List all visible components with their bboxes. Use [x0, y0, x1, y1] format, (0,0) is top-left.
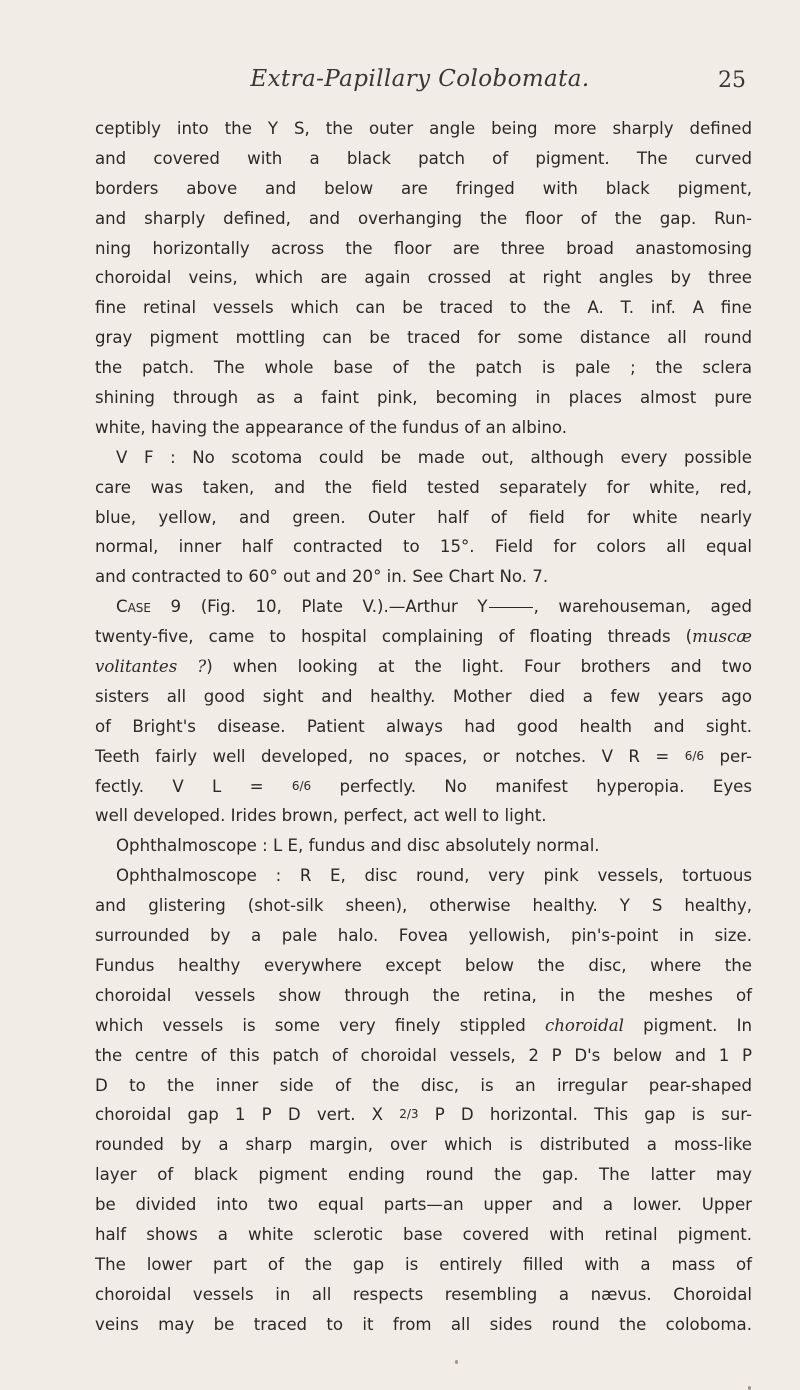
- page-number: 25: [718, 68, 746, 93]
- text-segment: (Fig. 10, Plate V.).—Arthur Y: [181, 597, 488, 617]
- body-text: [95, 114, 752, 1340]
- text-line: and contracted to 60° out and 20° in. See Chart No. 7.: [95, 567, 549, 587]
- text-line: Fundus healthy everywhere except below the disc, where the: [95, 955, 752, 975]
- text-line: [95, 622, 752, 652]
- italic-term: choroidal: [544, 1015, 624, 1035]
- text-segment: Teeth fairly well developed, no spaces, or notches. V R =: [95, 746, 685, 766]
- text-segment: P D horizontal. This gap is sur-: [418, 1105, 753, 1125]
- text-line: sisters all good sight and healthy. Mother died a few years ago: [95, 686, 752, 706]
- text-line: [95, 1100, 752, 1130]
- text-line: surrounded by a pale halo. Fovea yellowish, pin's-point in size.: [95, 926, 752, 946]
- text-line: of Bright's disease. Patient always had good health and sight.: [95, 716, 752, 736]
- text-line: rounded by a sharp margin, over which is distributed a moss-like: [95, 1135, 752, 1155]
- text-line: ceptibly into the Y S, the outer angle being more sharply defined: [95, 119, 752, 138]
- text-segment: ) when looking at the light. Four brothers and two: [206, 657, 753, 677]
- text-line: normal, inner half contracted to 15°. Field for colors all equal: [95, 537, 752, 557]
- text-line: V F : No scotoma could be made out, although every possible: [116, 447, 752, 467]
- name-dash: [489, 607, 533, 608]
- paper-speck: [455, 1360, 458, 1364]
- text-line: and sharply defined, and overhanging the floor of the gap. Run-: [95, 208, 752, 228]
- text-segment: fectly. V L =: [95, 776, 292, 796]
- text-line: white, having the appearance of the fundus of an albino.: [95, 417, 568, 437]
- text-line: [95, 1011, 752, 1041]
- text-line: choroidal veins, which are again crossed at right angles by three: [95, 268, 752, 288]
- text-line: be divided into two equal parts—an upper and a lower. Upper: [95, 1195, 752, 1215]
- text-line: [95, 652, 752, 682]
- text-segment: pigment. In: [623, 1015, 752, 1035]
- text-line: [95, 742, 752, 772]
- text-line: D to the inner side of the disc, is an irregular pear-shaped: [95, 1075, 752, 1095]
- text-line: half shows a white sclerotic base covered with retinal pigment.: [95, 1224, 752, 1244]
- text-line: the centre of this patch of choroidal vessels, 2 P D's below and 1 P: [95, 1045, 752, 1065]
- text-line: layer of black pigment ending round the gap. The latter may: [95, 1165, 752, 1185]
- text-line: choroidal vessels in all respects resembling a nævus. Choroidal: [95, 1284, 752, 1304]
- text-line: shining through as a faint pink, becoming in places almost pure: [95, 388, 752, 408]
- text-segment: which vessels is some very finely stippled: [95, 1015, 545, 1035]
- text-line: [95, 592, 752, 622]
- text-line: care was taken, and the field tested separately for white, red,: [95, 477, 752, 497]
- text-line: borders above and below are fringed with black pigment,: [95, 178, 752, 198]
- italic-term: volitantes ?: [95, 657, 207, 677]
- fraction: 6/6: [684, 748, 705, 763]
- text-line: [95, 772, 752, 802]
- text-line: Ophthalmoscope : L E, fundus and disc absolutely normal.: [116, 836, 600, 856]
- text-line: and covered with a black patch of pigment. The curved: [95, 148, 752, 168]
- text-segment: perfectly. No manifest hyperopia. Eyes: [311, 776, 752, 796]
- text-segment: , warehouseman, aged: [533, 597, 752, 617]
- case-label: Case 9: [116, 597, 182, 617]
- text-line: Ophthalmoscope : R E, disc round, very pink vessels, tortuous: [116, 866, 752, 886]
- fraction: 6/6: [291, 778, 312, 793]
- text-segment: per-: [704, 746, 752, 766]
- running-title: Extra-Papillary Colobomata.: [250, 66, 590, 92]
- text-line: gray pigment mottling can be traced for some distance all round: [95, 328, 752, 348]
- text-line: The lower part of the gap is entirely filled with a mass of: [95, 1254, 752, 1274]
- text-line: ning horizontally across the floor are three broad anastomosing: [95, 238, 752, 258]
- text-line: fine retinal vessels which can be traced to the A. T. inf. A fine: [95, 298, 752, 318]
- fraction: 2/3: [399, 1107, 419, 1122]
- page-header: [120, 66, 746, 102]
- italic-term: muscæ: [692, 627, 752, 647]
- text-line: choroidal vessels show through the retina, in the meshes of: [95, 985, 752, 1005]
- text-line: well developed. Irides brown, perfect, act well to light.: [95, 806, 547, 826]
- paper-speck: [748, 1386, 751, 1390]
- text-line: veins may be traced to it from all sides round the coloboma.: [95, 1314, 752, 1334]
- text-segment: twenty-five, came to hospital complaining of floating threads (: [95, 627, 693, 647]
- text-line: the patch. The whole base of the patch is pale ; the sclera: [95, 358, 752, 378]
- text-line: blue, yellow, and green. Outer half of field for white nearly: [95, 507, 752, 527]
- text-segment: choroidal gap 1 P D vert. X: [95, 1105, 400, 1125]
- text-line: and glistering (shot-silk sheen), otherwise healthy. Y S healthy,: [95, 896, 752, 916]
